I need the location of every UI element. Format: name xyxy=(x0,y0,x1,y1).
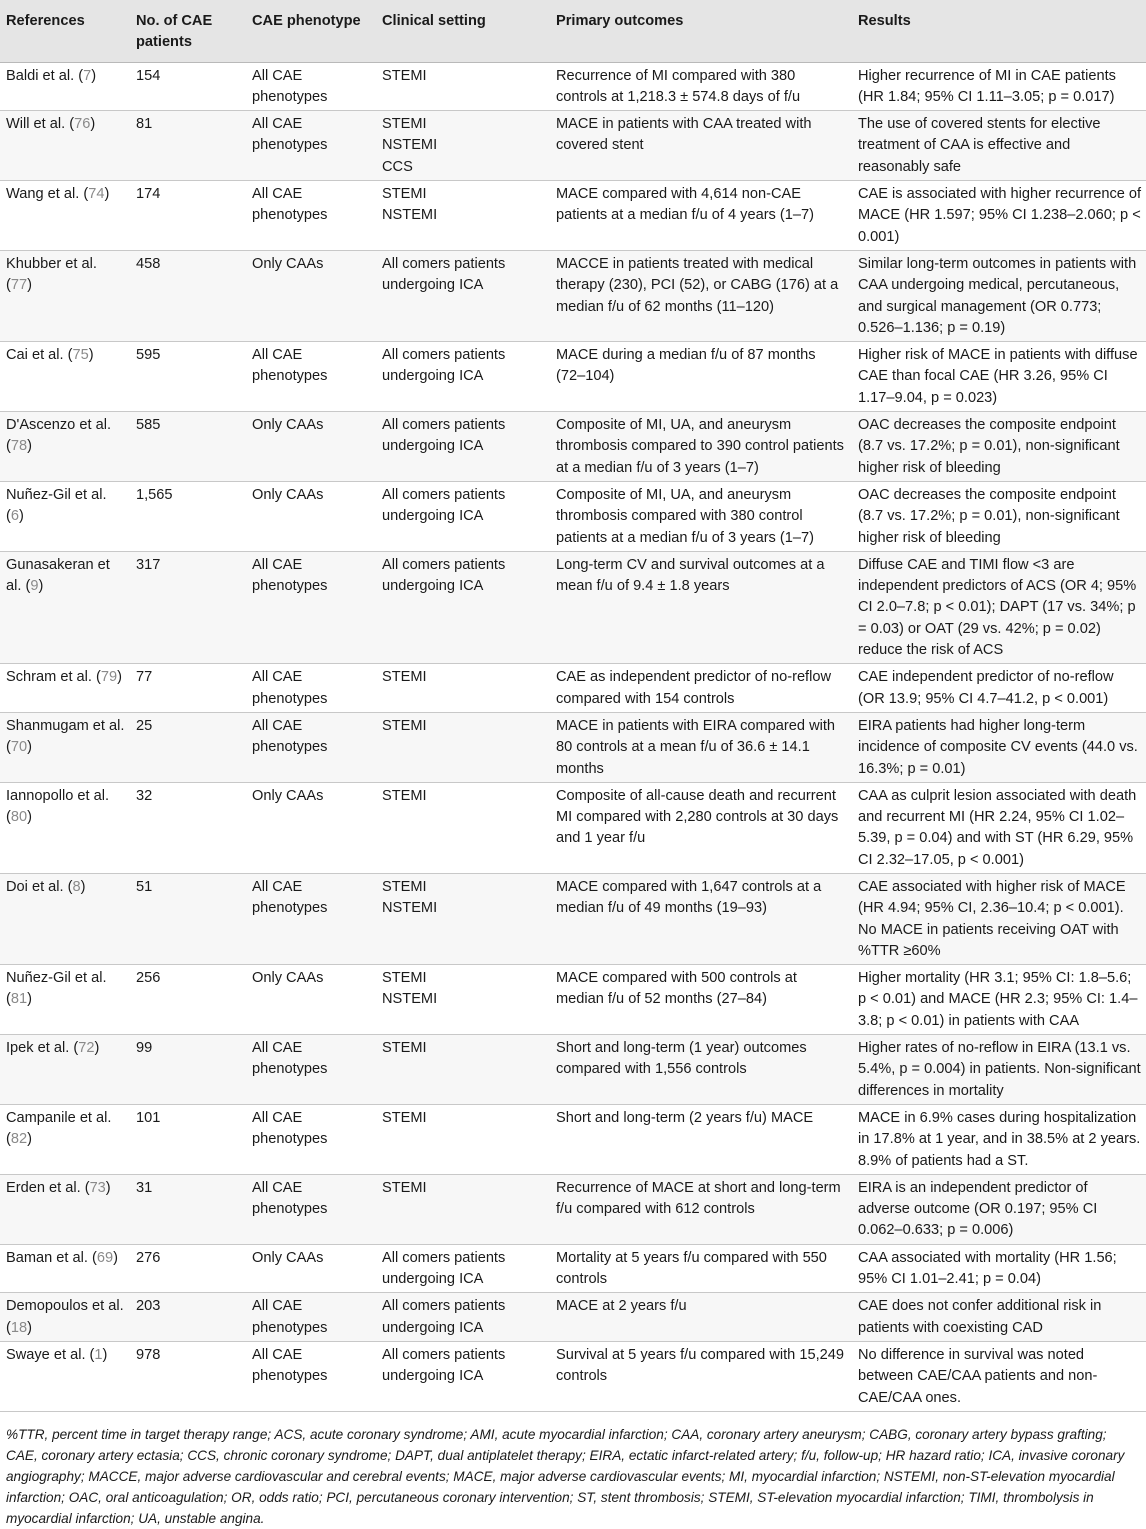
primary-outcome-cell: Composite of MI, UA, and aneurysm thrombosis compared to 390 control patients at a median f/u of 3 years (1–7) xyxy=(550,412,852,482)
clinical-setting-item: STEMI xyxy=(382,1109,427,1126)
primary-outcome-cell: MACE compared with 4,614 non-CAE patients at a median f/u of 4 years (1–7) xyxy=(550,181,852,251)
clinical-setting-cell xyxy=(376,481,550,551)
table-row xyxy=(0,965,1146,1035)
patients-count-cell: 174 xyxy=(130,181,246,251)
reference-number-link[interactable]: 6 xyxy=(10,508,19,525)
primary-outcome-cell: MACE at 2 years f/u xyxy=(550,1293,852,1342)
clinical-setting-cell xyxy=(376,111,550,181)
result-cell: Higher rates of no-reflow in EIRA (13.1 vs. 5.4%, p = 0.004) in patients. Non-significant differences in mortality xyxy=(852,1035,1146,1105)
phenotype-cell: All CAE phenotypes xyxy=(246,551,376,663)
phenotype-cell: All CAE phenotypes xyxy=(246,62,376,111)
table-row xyxy=(0,782,1146,873)
table-row xyxy=(0,712,1146,782)
reference-number-link[interactable]: 1 xyxy=(94,1346,103,1363)
result-cell: Similar long-term outcomes in patients with CAA undergoing medical, percutaneous, and surgical management (OR 0.773; 0.526–1.136; p = 0.19) xyxy=(852,250,1146,341)
clinical-setting-cell xyxy=(376,664,550,713)
clinical-setting-item: All comers patients undergoing ICA xyxy=(382,347,506,385)
reference-cell: Shanmugam et al. (70) xyxy=(0,712,130,782)
header-references: References xyxy=(0,0,130,62)
clinical-setting-item: CCS xyxy=(382,158,413,175)
table-footnote: %TTR, percent time in target therapy range; ACS, acute coronary syndrome; AMI, acute myocardial infarction; CAA, coronary artery aneurysm; CABG, coronary artery bypass grafting; CAE, coronary artery ectasia; CCS, chronic coronary syndrome; DAPT, dual antiplatelet therapy; EIRA, ectatic infarct-related artery; f/u, follow-up; HR hazard ratio; ICA, invasive coronary angiography; MACCE, major adverse cardiovascular and cerebral events; MACE, major adverse cardiovascular events; MI, myocardial infarction; NSTEMI, non-ST-elevation myocardial infarction; OAC, oral anticoagulation; OR, odds ratio; PCI, percutaneous coronary intervention; ST, stent thrombosis; STEMI, ST-elevation myocardial infarction; TIMI, thrombolysis in myocardial infarction; UA, unstable angina. xyxy=(6,1426,1125,1526)
reference-author: Nuñez-Gil et al. xyxy=(6,970,107,987)
clinical-setting-cell xyxy=(376,1104,550,1174)
clinical-setting-cell xyxy=(376,412,550,482)
clinical-setting-cell xyxy=(376,1035,550,1105)
header-clinical-setting: Clinical setting xyxy=(376,0,550,62)
phenotype-cell: Only CAAs xyxy=(246,412,376,482)
clinical-setting-item: All comers patients undergoing ICA xyxy=(382,1249,506,1288)
phenotype-cell: All CAE phenotypes xyxy=(246,873,376,964)
reference-cell: Nuñez-Gil et al. (6) xyxy=(0,481,130,551)
clinical-setting-item: NSTEMI xyxy=(382,137,438,154)
reference-number-link[interactable]: 80 xyxy=(10,809,28,826)
primary-outcome-cell: Recurrence of MI compared with 380 controls at 1,218.3 ± 574.8 days of f/u xyxy=(550,62,852,111)
reference-author: Nuñez-Gil et al. xyxy=(6,486,107,503)
reference-cell: Doi et al. (8) xyxy=(0,873,130,964)
reference-author: Wang et al. xyxy=(6,186,80,203)
reference-author: Will et al. xyxy=(6,116,66,133)
clinical-setting-item: STEMI xyxy=(382,669,427,686)
primary-outcome-cell: MACE in patients with EIRA compared with 80 controls at a mean f/u of 36.6 ± 14.1 months xyxy=(550,712,852,782)
patients-count-cell: 25 xyxy=(130,712,246,782)
reference-cell: Schram et al. (79) xyxy=(0,664,130,713)
phenotype-cell: Only CAAs xyxy=(246,1244,376,1293)
patients-count-cell: 595 xyxy=(130,342,246,412)
reference-cell: Cai et al. (75) xyxy=(0,342,130,412)
result-cell: CAE independent predictor of no-reflow (OR 13.9; 95% CI 4.7–41.2, p < 0.001) xyxy=(852,664,1146,713)
reference-number-link[interactable]: 82 xyxy=(10,1131,28,1148)
primary-outcome-cell: Mortality at 5 years f/u compared with 550 controls xyxy=(550,1244,852,1293)
table-row xyxy=(0,1293,1146,1342)
clinical-setting-item: STEMI xyxy=(382,1040,427,1057)
result-cell: Higher risk of MACE in patients with diffuse CAE than focal CAE (HR 3.26, 95% CI 1.17–9.04, p = 0.023) xyxy=(852,342,1146,412)
reference-number-link[interactable]: 79 xyxy=(100,669,118,686)
clinical-setting-cell xyxy=(376,1174,550,1244)
phenotype-cell: All CAE phenotypes xyxy=(246,712,376,782)
clinical-setting-item: NSTEMI xyxy=(382,991,438,1008)
reference-cell: Nuñez-Gil et al. (81) xyxy=(0,965,130,1035)
clinical-setting-item: NSTEMI xyxy=(382,207,438,224)
reference-author: Demopoulos et al. xyxy=(6,1298,124,1315)
clinical-setting-cell xyxy=(376,1293,550,1342)
clinical-setting-item: All comers patients undergoing ICA xyxy=(382,1298,506,1336)
result-cell: CAE does not confer additional risk in patients with coexisting CAD xyxy=(852,1293,1146,1342)
reference-author: Baldi et al. xyxy=(6,67,75,84)
result-cell: OAC decreases the composite endpoint (8.7 vs. 17.2%; p = 0.01), non-significant higher risk of bleeding xyxy=(852,481,1146,551)
clinical-setting-item: All comers patients undergoing ICA xyxy=(382,417,506,455)
clinical-setting-cell xyxy=(376,551,550,663)
patients-count-cell: 276 xyxy=(130,1244,246,1293)
primary-outcome-cell: Composite of MI, UA, and aneurysm thrombosis compared with 380 control patients at a median f/u of 3 years (1–7) xyxy=(550,481,852,551)
table-row xyxy=(0,181,1146,251)
result-cell: The use of covered stents for elective treatment of CAA is effective and reasonably safe xyxy=(852,111,1146,181)
table-row xyxy=(0,551,1146,663)
reference-author: Campanile et al. xyxy=(6,1109,112,1126)
phenotype-cell: All CAE phenotypes xyxy=(246,181,376,251)
reference-cell: Campanile et al. (82) xyxy=(0,1104,130,1174)
reference-number-link[interactable]: 81 xyxy=(10,991,28,1008)
reference-author: Swaye et al. xyxy=(6,1346,86,1363)
clinical-setting-item: STEMI xyxy=(382,787,427,804)
phenotype-cell: Only CAAs xyxy=(246,481,376,551)
phenotype-cell: All CAE phenotypes xyxy=(246,1104,376,1174)
reference-number-link[interactable]: 73 xyxy=(89,1179,106,1196)
reference-cell: Will et al. (76) xyxy=(0,111,130,181)
reference-author: Ipek et al. xyxy=(6,1040,70,1057)
table-row xyxy=(0,412,1146,482)
table-row xyxy=(0,1104,1146,1174)
phenotype-cell: All CAE phenotypes xyxy=(246,1293,376,1342)
table-row xyxy=(0,342,1146,412)
primary-outcome-cell: Short and long-term (2 years f/u) MACE xyxy=(550,1104,852,1174)
phenotype-cell: All CAE phenotypes xyxy=(246,1035,376,1105)
header-row xyxy=(0,0,1146,62)
reference-number-link[interactable]: 69 xyxy=(96,1249,114,1266)
header-primary-outcomes: Primary outcomes xyxy=(550,0,852,62)
reference-cell: Swaye et al. (1) xyxy=(0,1341,130,1411)
result-cell: Higher mortality (HR 3.1; 95% CI: 1.8–5.6; p < 0.01) and MACE (HR 2.3; 95% CI: 1.4–3.8; p < 0.01) in patients with CAA xyxy=(852,965,1146,1035)
clinical-setting-item: STEMI xyxy=(382,186,427,203)
clinical-setting-cell xyxy=(376,873,550,964)
phenotype-cell: All CAE phenotypes xyxy=(246,664,376,713)
reference-author: Iannopollo et al. xyxy=(6,787,110,804)
reference-number-link[interactable]: 18 xyxy=(10,1319,28,1336)
reference-cell: D'Ascenzo et al. (78) xyxy=(0,412,130,482)
header-phenotype: CAE phenotype xyxy=(246,0,376,62)
patients-count-cell: 101 xyxy=(130,1104,246,1174)
result-cell: CAA as culprit lesion associated with death and recurrent MI (HR 2.24, 95% CI 1.02–5.39, p = 0.04) and with ST (HR 6.29, 95% CI 2.32–17.05, p < 0.001) xyxy=(852,782,1146,873)
patients-count-cell: 77 xyxy=(130,664,246,713)
clinical-setting-cell xyxy=(376,782,550,873)
clinical-setting-item: All comers patients undergoing ICA xyxy=(382,255,506,294)
phenotype-cell: Only CAAs xyxy=(246,965,376,1035)
clinical-setting-item: STEMI xyxy=(382,116,427,133)
reference-author: D'Ascenzo et al. xyxy=(6,417,111,434)
patients-count-cell: 51 xyxy=(130,873,246,964)
patients-count-cell: 81 xyxy=(130,111,246,181)
result-cell: No difference in survival was noted between CAE/CAA patients and non-CAE/CAA ones. xyxy=(852,1341,1146,1411)
reference-number-link[interactable]: 9 xyxy=(30,578,39,595)
primary-outcome-cell: MACE compared with 1,647 controls at a median f/u of 49 months (19–93) xyxy=(550,873,852,964)
reference-cell: Ipek et al. (72) xyxy=(0,1035,130,1105)
reference-number-link[interactable]: 7 xyxy=(83,67,92,84)
result-cell: CAE is associated with higher recurrence of MACE (HR 1.597; 95% CI 1.238–2.060; p < 0.001) xyxy=(852,181,1146,251)
reference-author: Gunasakeran et al. xyxy=(6,556,110,595)
clinical-setting-cell xyxy=(376,181,550,251)
reference-number-link[interactable]: 77 xyxy=(10,277,28,294)
result-cell: Diffuse CAE and TIMI flow <3 are independent predictors of ACS (OR 4; 95% CI 2.0–7.8; p < 0.01); DAPT (17 vs. 34%; p = 0.03) or OAT (29 vs. 42%; p = 0.02) reduce the risk of ACS xyxy=(852,551,1146,663)
patients-count-cell: 203 xyxy=(130,1293,246,1342)
reference-number-link[interactable]: 78 xyxy=(10,438,28,455)
result-cell: CAA associated with mortality (HR 1.56; 95% CI 1.01–2.41; p = 0.04) xyxy=(852,1244,1146,1293)
result-cell: Higher recurrence of MI in CAE patients (HR 1.84; 95% CI 1.11–3.05; p = 0.017) xyxy=(852,62,1146,111)
reference-author: Khubber et al. xyxy=(6,255,97,272)
clinical-setting-cell xyxy=(376,1244,550,1293)
phenotype-cell: All CAE phenotypes xyxy=(246,1174,376,1244)
reference-number-link[interactable]: 8 xyxy=(72,878,81,895)
clinical-setting-cell xyxy=(376,965,550,1035)
clinical-setting-item: STEMI xyxy=(382,717,427,734)
table-row xyxy=(0,481,1146,551)
patients-count-cell: 32 xyxy=(130,782,246,873)
result-cell: EIRA is an independent predictor of adverse outcome (OR 0.197; 95% CI 0.062–0.633; p = 0.006) xyxy=(852,1174,1146,1244)
reference-author: Cai et al. xyxy=(6,347,64,364)
primary-outcome-cell: Recurrence of MACE at short and long-term f/u compared with 612 controls xyxy=(550,1174,852,1244)
clinical-setting-item: NSTEMI xyxy=(382,900,438,917)
clinical-setting-item: STEMI xyxy=(382,970,427,987)
reference-cell: Khubber et al. (77) xyxy=(0,250,130,341)
patients-count-cell: 256 xyxy=(130,965,246,1035)
table-row xyxy=(0,250,1146,341)
reference-number-link[interactable]: 74 xyxy=(88,186,105,203)
patients-count-cell: 585 xyxy=(130,412,246,482)
clinical-setting-item: All comers patients undergoing ICA xyxy=(382,486,506,525)
table-row xyxy=(0,1244,1146,1293)
result-cell: CAE associated with higher risk of MACE (HR 4.94; 95% CI, 2.36–10.4; p < 0.001). No MACE in patients receiving OAT with %TTR ≥60% xyxy=(852,873,1146,964)
phenotype-cell: All CAE phenotypes xyxy=(246,342,376,412)
phenotype-cell: All CAE phenotypes xyxy=(246,1341,376,1411)
reference-number-link[interactable]: 70 xyxy=(10,739,28,756)
reference-author: Baman et al. xyxy=(6,1249,88,1266)
clinical-setting-cell xyxy=(376,250,550,341)
reference-cell: Erden et al. (73) xyxy=(0,1174,130,1244)
primary-outcome-cell: MACCE in patients treated with medical therapy (230), PCI (52), or CABG (176) at a median f/u of 62 months (11–120) xyxy=(550,250,852,341)
table-row xyxy=(0,664,1146,713)
clinical-setting-cell xyxy=(376,712,550,782)
patients-count-cell: 154 xyxy=(130,62,246,111)
reference-author: Erden et al. xyxy=(6,1179,81,1196)
table-header xyxy=(0,0,1146,62)
phenotype-cell: Only CAAs xyxy=(246,250,376,341)
patients-count-cell: 458 xyxy=(130,250,246,341)
table-row xyxy=(0,1174,1146,1244)
phenotype-cell: Only CAAs xyxy=(246,782,376,873)
clinical-setting-item: All comers patients undergoing ICA xyxy=(382,556,506,595)
result-cell: OAC decreases the composite endpoint (8.7 vs. 17.2%; p = 0.01), non-significant higher risk of bleeding xyxy=(852,412,1146,482)
clinical-setting-item: STEMI xyxy=(382,878,427,895)
reference-number-link[interactable]: 75 xyxy=(72,347,89,364)
reference-cell: Baldi et al. (7) xyxy=(0,62,130,111)
primary-outcome-cell: MACE compared with 500 controls at median f/u of 52 months (27–84) xyxy=(550,965,852,1035)
reference-cell: Demopoulos et al. (18) xyxy=(0,1293,130,1342)
table-row xyxy=(0,111,1146,181)
primary-outcome-cell: Short and long-term (1 year) outcomes compared with 1,556 controls xyxy=(550,1035,852,1105)
table-row xyxy=(0,873,1146,964)
reference-number-link[interactable]: 72 xyxy=(78,1040,95,1057)
primary-outcome-cell: MACE during a median f/u of 87 months (72–104) xyxy=(550,342,852,412)
patients-count-cell: 99 xyxy=(130,1035,246,1105)
primary-outcome-cell: Long-term CV and survival outcomes at a mean f/u of 9.4 ± 1.8 years xyxy=(550,551,852,663)
primary-outcome-cell: CAE as independent predictor of no-reflow compared with 154 controls xyxy=(550,664,852,713)
clinical-setting-item: All comers patients undergoing ICA xyxy=(382,1346,506,1385)
table-row xyxy=(0,62,1146,111)
reference-author: Doi et al. xyxy=(6,878,64,895)
clinical-setting-item: STEMI xyxy=(382,67,427,84)
clinical-setting-cell xyxy=(376,1341,550,1411)
patients-count-cell: 317 xyxy=(130,551,246,663)
clinical-setting-cell xyxy=(376,62,550,111)
result-cell: EIRA patients had higher long-term incidence of composite CV events (44.0 vs. 16.3%; p = 0.01) xyxy=(852,712,1146,782)
header-results: Results xyxy=(852,0,1146,62)
clinical-setting-item: STEMI xyxy=(382,1179,427,1196)
table-row xyxy=(0,1035,1146,1105)
patients-count-cell: 31 xyxy=(130,1174,246,1244)
reference-cell: Baman et al. (69) xyxy=(0,1244,130,1293)
reference-author: Shanmugam et al. xyxy=(6,717,125,734)
table-row xyxy=(0,1341,1146,1411)
header-patients: No. of CAE patients xyxy=(130,0,246,62)
table-body xyxy=(0,62,1146,1411)
patients-count-cell: 978 xyxy=(130,1341,246,1411)
primary-outcome-cell: MACE in patients with CAA treated with covered stent xyxy=(550,111,852,181)
primary-outcome-cell: Survival at 5 years f/u compared with 15,249 controls xyxy=(550,1341,852,1411)
phenotype-cell: All CAE phenotypes xyxy=(246,111,376,181)
reference-author: Schram et al. xyxy=(6,669,92,686)
reference-cell: Iannopollo et al. (80) xyxy=(0,782,130,873)
result-cell: MACE in 6.9% cases during hospitalization in 17.8% at 1 year, and in 38.5% at 2 years. 8.9% of patients had a ST. xyxy=(852,1104,1146,1174)
patients-count-cell: 1,565 xyxy=(130,481,246,551)
reference-cell: Gunasakeran et al. (9) xyxy=(0,551,130,663)
primary-outcome-cell: Composite of all-cause death and recurrent MI compared with 2,280 controls at 30 days and 1 year f/u xyxy=(550,782,852,873)
reference-cell: Wang et al. (74) xyxy=(0,181,130,251)
reference-number-link[interactable]: 76 xyxy=(74,116,91,133)
clinical-setting-cell xyxy=(376,342,550,412)
